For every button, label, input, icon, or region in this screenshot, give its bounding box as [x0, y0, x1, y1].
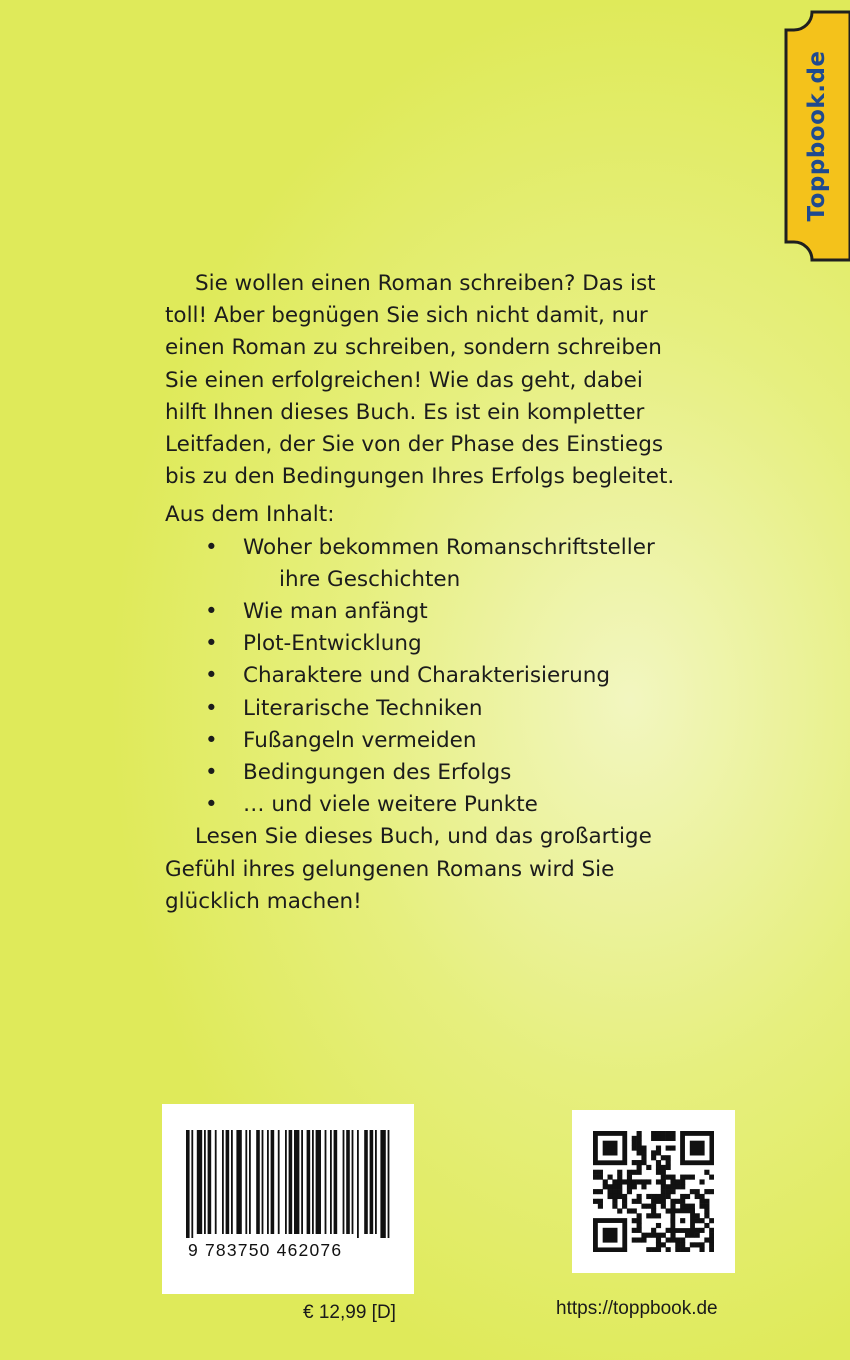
qr-code-icon — [593, 1131, 714, 1252]
bullet-icon: • — [205, 727, 218, 753]
list-item-text: Woher bekommen Romanschriftsteller — [243, 534, 655, 560]
isbn-number: 9 783750 462076 — [188, 1240, 343, 1260]
bullet-icon: • — [205, 534, 218, 560]
bullet-icon: • — [205, 631, 218, 657]
list-item — [165, 596, 685, 628]
bullet-icon: • — [205, 792, 218, 818]
badge-label: Toppbook.de — [804, 50, 830, 222]
price-label: € 12,99 [D] — [303, 1302, 396, 1323]
list-item-text: Charaktere und Charakterisierung — [243, 663, 610, 689]
list-item — [165, 660, 685, 692]
publisher-badge — [784, 10, 850, 262]
list-item — [165, 532, 685, 596]
list-item-text: Fußangeln vermeiden — [243, 727, 477, 753]
list-item-text: Bedingungen des Erfolgs — [243, 760, 512, 786]
list-item-text: Plot-Entwicklung — [243, 631, 422, 657]
bullet-icon: • — [205, 760, 218, 786]
list-item-text: Wie man anfängt — [243, 599, 428, 625]
list-item-continuation: ihre Geschichten — [279, 566, 461, 592]
list-item — [165, 757, 685, 789]
barcode-icon — [182, 1130, 394, 1238]
list-item — [165, 725, 685, 757]
isbn-barcode — [162, 1104, 414, 1294]
back-cover-blurb — [165, 268, 685, 918]
list-item — [165, 628, 685, 660]
contents-heading: Aus dem Inhalt: — [165, 502, 335, 528]
bullet-icon: • — [205, 599, 218, 625]
list-item — [165, 693, 685, 725]
list-item-text: … und viele weitere Punkte — [243, 792, 538, 818]
bullet-icon: • — [205, 663, 218, 689]
list-item — [165, 789, 685, 821]
qr-code[interactable] — [572, 1110, 735, 1273]
closing-paragraph: Lesen Sie dieses Buch, und das großartige Gefühl ihres gelungenen Romans wird Sie glücklich machen! — [165, 824, 652, 914]
bullet-icon: • — [205, 695, 218, 721]
contents-list — [165, 532, 685, 822]
intro-paragraph: Sie wollen einen Roman schreiben? Das ist toll! Aber begnügen Sie sich nicht damit, nur einen Roman zu schreiben, sondern schreiben Sie einen erfolgreichen! Wie das geht, dabei hilft Ihnen dieses Buch. Es ist ein kompletter Leitfaden, der Sie von der Phase des Einstiegs bis zu den Bedingungen Ihres Erfolgs begleitet. — [165, 271, 675, 490]
website-link[interactable]: https://toppbook.de — [556, 1298, 718, 1319]
list-item-text: Literarische Techniken — [243, 695, 483, 721]
